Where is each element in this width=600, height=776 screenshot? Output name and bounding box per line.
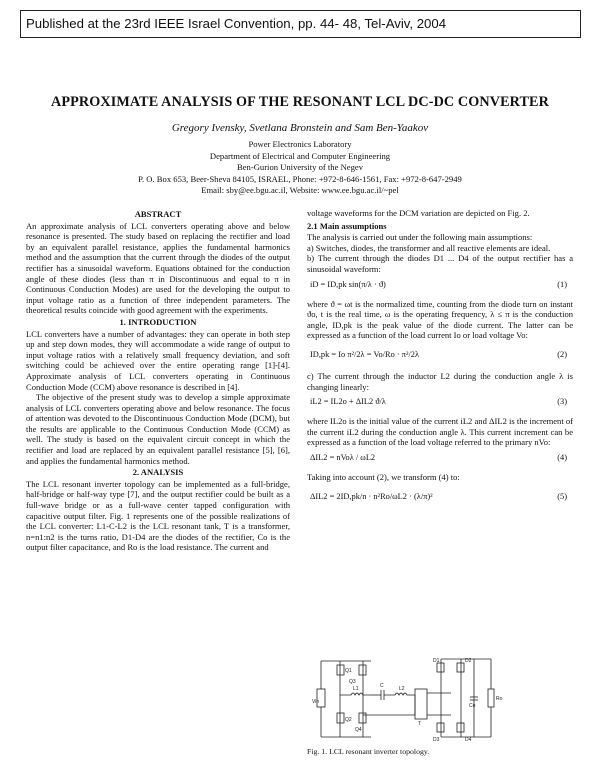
label-d4: D4 — [465, 737, 472, 743]
switch-q3 — [359, 665, 366, 675]
label-c: C — [380, 683, 384, 689]
analysis-paragraph-1: The LCL resonant inverter topology can be implemented as a full-bridge, half-bridge or half-way type [7], and the output rectifier could be built as a full-wave bridge or as a full-wave center tapped configuration with capacitive output filter. Fig. 1 represents one of the possible realizations of the LCL converter: L1-C-L2 is the LCL resonant tank, T is a transformer, n=n1:n2 is the turns ratio, D1-D4 are the diodes of the rectifier, Co is the output filter capacitance, and Ro is the load resistance. The current and — [26, 478, 290, 553]
continued-text: voltage waveforms for the DCM variation are depicted on Fig. 2. — [307, 208, 530, 218]
label-l1: L1 — [353, 686, 359, 692]
equation-3-number: (3) — [557, 397, 567, 407]
label-l2: L2 — [399, 686, 405, 692]
resistor-ro — [488, 689, 494, 707]
affiliation-line: P. O. Box 653, Beer-Sheva 84105, ISRAEL, Phone: +972-8-646-1561, Fax: +972-8-647-2949 — [138, 173, 462, 184]
equation-2 — [307, 344, 573, 368]
switch-q2 — [337, 713, 344, 723]
assumption-a: a) Switches, diodes, the transformer and all reactive elements are ideal. — [307, 242, 551, 253]
inductor-l1 — [340, 693, 371, 695]
assumptions-heading: 2.1 Main assumptions — [307, 220, 387, 231]
right-column — [307, 208, 573, 513]
label-ro: Ro — [496, 696, 503, 702]
introduction-paragraph-1: LCL converters have a number of advantages: they can operate in both step up and step down modes, they will accommodate a wide range of output to input voltage ratios with a relatively small frequency deviation, and soft switching could be achieved over the entire operating range [1]-[4]. Approximate analysis of LCL converters operating in Continuous Conduction Mode (CCM) above resonance is described in [4]. — [26, 328, 290, 392]
assumptions-intro: The analysis is carried out under the following main assumptions: — [307, 232, 533, 243]
switch-q1 — [337, 665, 344, 675]
paper-title: APPROXIMATE ANALYSIS OF THE RESONANT LCL DC-DC CONVERTER — [51, 94, 549, 110]
switch-q4 — [359, 713, 366, 723]
paper-authors: Gregory Ivensky, Svetlana Bronstein and Sam Ben-Yaakov — [171, 122, 429, 134]
where-text-1: where ϑ = ωt is the normalized time, counting from the diode turn on instant ϑo, t is the real time, ω is the operating frequency, λ ≤ π is the conduction angle, ID,pk is the peak value of the diode current. The latter can be expressed as a function of the load current Io or load voltage Vo: — [307, 298, 573, 341]
introduction-heading: 1. INTRODUCTION — [119, 316, 197, 327]
equation-4-formula: ΔIL2 = nVoλ / ωL2 — [310, 452, 376, 462]
publication-banner: Published at the 23rd IEEE Israel Convention, pp. 44- 48, Tel-Aviv, 2004 — [20, 10, 581, 38]
affiliation-line: Ben-Gurion University of the Negev — [236, 162, 363, 173]
equation-1 — [307, 278, 573, 296]
diode-d1 — [437, 663, 444, 672]
diode-d4 — [457, 723, 464, 732]
equation-5 — [307, 486, 573, 510]
abstract-heading: ABSTRACT — [134, 209, 182, 219]
label-d1: D1 — [433, 658, 440, 664]
left-column — [26, 208, 290, 553]
inductor-l2 — [384, 693, 415, 695]
label-q2: Q2 — [345, 717, 352, 723]
affiliation-block — [0, 139, 600, 197]
diode-d2 — [457, 663, 464, 672]
label-q4: Q4 — [355, 727, 362, 733]
equation-1-formula: iD = ID,pk sin(π/λ · ϑ) — [310, 279, 386, 289]
label-co: Co — [469, 703, 476, 709]
analysis-heading: 2. ANALYSIS — [132, 467, 184, 478]
transformer-t — [415, 689, 427, 719]
equation-4 — [307, 451, 573, 469]
return-wire — [363, 695, 415, 715]
taking-into-account-text: Taking into account (2), we transform (4) to: — [307, 471, 460, 482]
equation-4-number: (4) — [557, 452, 567, 462]
equation-5-formula: ΔIL2 = 2ID,pk/n · n²Ro/ωL2 · (λ/π)² — [310, 491, 433, 501]
label-d3: D3 — [433, 737, 440, 743]
affiliation-line: Power Electronics Laboratory — [248, 139, 352, 149]
label-vin: Vin — [312, 699, 320, 705]
equation-2-number: (2) — [557, 349, 567, 359]
introduction-paragraph-2: The objective of the present study was to develop a simple approximate analysis of LCL converters operating above and below resonance. The focus of attention was devoted to the Discontinuous Conduction Mode (DCM), but the results are applicable to the Continuous Conduction Mode (CCM) as well. The study is based on the equivalent circuit concept in which the rectifier and load are replaced by an equivalent parallel resistance [5], [6], and applies the fundamental harmonics method. — [26, 392, 290, 466]
affiliation-line: Email: sby@ee.bgu.ac.il, Website: www.ee.bgu.ac.il/~pel — [201, 185, 399, 196]
label-d2: D2 — [465, 658, 472, 664]
assumption-b: b) The current through the diodes D1 ... D4 of the output rectifier has a sinusoidal waveform: — [307, 253, 573, 274]
equation-1-number: (1) — [557, 279, 567, 289]
lcl-circuit-diagram — [311, 653, 511, 745]
abstract-text: An approximate analysis of LCL converters operating above and below resonance is presented. The study based on replacing the rectifier and load by an equivalent parallel resistance, applies the fundamental harmonics method and the assumption that the current through the diodes of the output rectifier has a sinusoidal waveform. Equations obtained for the conduction angle of these diodes (less than π in Discontinuous and equal to π in Continuous Conduction Modes) are used for the developing the output to input voltage ratio as a function of three independent parameters. The theoretical results coincide with good agreement with the experiments. — [26, 220, 290, 316]
figure-caption: Fig. 1. LCL resonant inverter topology. — [307, 747, 430, 756]
equation-3-formula: iL2 = IL2o + ΔIL2 ϑ/λ — [310, 397, 386, 407]
label-q3: Q3 — [349, 679, 356, 685]
equation-5-number: (5) — [557, 491, 567, 501]
diode-d3 — [437, 723, 444, 732]
label-q1: Q1 — [345, 668, 352, 674]
label-t: T — [418, 721, 422, 727]
where-text-3: where IL2o is the initial value of the current iL2 and ΔIL2 is the increment of the current iL2 during the conduction angle λ. This current increment can be expressed as a function of the load voltage referred to the primary nVo: — [307, 416, 573, 448]
equation-2-formula: ID,pk = Io π²/2λ = Vo/Ro · π²/2λ — [310, 349, 420, 359]
assumption-c: c) The current through the inductor L2 during the conduction angle λ is changing linearly: — [307, 370, 573, 392]
affiliation-line: Department of Electrical and Computer Engineering — [209, 150, 391, 161]
equation-3 — [307, 395, 573, 413]
